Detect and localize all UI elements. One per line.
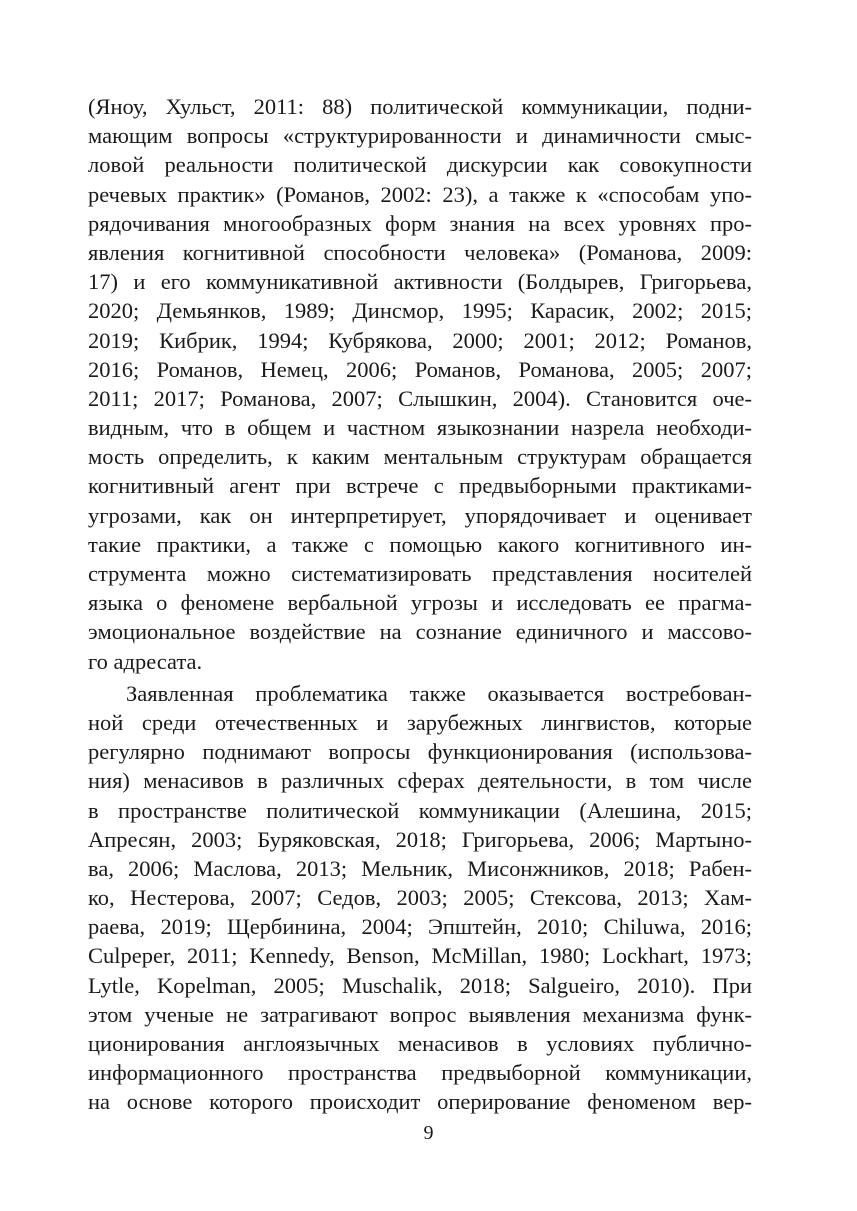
- page-number: 9: [423, 1122, 434, 1144]
- text-line: 2020; Демьянков, 1989; Динсмор, 1995; Карасик, 2002; 2015;: [88, 298, 752, 324]
- text-line: 2019; Кибрик, 1994; Кубрякова, 2000; 2001; 2012; Романов,: [88, 327, 752, 353]
- paragraph: [88, 92, 752, 676]
- text-line: 17) и его коммуникативной активности (Болдырев, Григорьева,: [88, 269, 752, 295]
- text-line: ко, Нестерова, 2007; Седов, 2003; 2005; Стексова, 2013; Хам-: [88, 885, 752, 911]
- text-line: этом ученые не затрагивают вопрос выявления механизма функ-: [88, 1001, 752, 1027]
- text-line: ционирования англоязычных менасивов в условиях публично-: [88, 1031, 752, 1056]
- text-line: такие практики, а также с помощью какого когнитивного ин-: [88, 531, 752, 557]
- body-text: [88, 92, 752, 1117]
- text-line: раева, 2019; Щербинина, 2004; Эпштейн, 2010; Chiluwa, 2016;: [88, 914, 752, 940]
- text-line: рядочивания многообразных форм знания на всех уровнях про-: [88, 210, 752, 236]
- text-line: регулярно поднимают вопросы функционирования (использова-: [88, 739, 752, 765]
- text-line: явления когнитивной способности человека» (Романова, 2009:: [88, 239, 752, 265]
- text-line: информационного пространства предвыборной коммуникации,: [88, 1060, 752, 1086]
- text-line: эмоциональное воздействие на сознание единичного и массово-: [88, 619, 752, 645]
- text-line: го адресата.: [88, 648, 203, 674]
- text-line: угрозами, как он интерпретирует, упорядочивает и оценивает: [88, 502, 752, 528]
- text-line: когнитивный агент при встрече с предвыборными практиками-: [88, 473, 752, 499]
- text-line: Culpeper, 2011; Kennedy, Benson, McMillan, 1980; Lockhart, 1973;: [88, 943, 752, 969]
- text-line: ния) менасивов в различных сферах деятельности, в том числе: [88, 768, 752, 794]
- text-line: (Яноу, Хульст, 2011: 88) политической коммуникации, подни-: [88, 94, 752, 119]
- text-line: мающим вопросы «структурированности и динамичности смыс-: [88, 123, 752, 149]
- text-line: речевых практик» (Романов, 2002: 23), а также к «способам упо-: [88, 181, 752, 207]
- paragraph: [88, 679, 752, 1117]
- text-line: языка о феномене вербальной угрозы и исследовать ее прагма-: [88, 590, 752, 616]
- text-line: струмента можно систематизировать представления носителей: [88, 561, 752, 586]
- text-line: на основе которого происходит оперирование феноменом вер-: [88, 1089, 752, 1115]
- text-line: ва, 2006; Маслова, 2013; Мельник, Мисонжников, 2018; Рабен-: [88, 855, 752, 881]
- text-line: ной среди отечественных и зарубежных лингвистов, которые: [88, 709, 752, 735]
- text-line: 2011; 2017; Романова, 2007; Слышкин, 2004). Становится оче-: [88, 385, 752, 411]
- text-line: в пространстве политической коммуникации (Алешина, 2015;: [88, 797, 752, 823]
- text-line: Заявленная проблематика также оказывается востребован-: [126, 680, 752, 706]
- text-line: Lytle, Kopelman, 2005; Muschalik, 2018; Salgueiro, 2010). При: [88, 972, 752, 998]
- text-line: видным, что в общем и частном языкознании назрела необходи-: [88, 415, 752, 441]
- text-line: Апресян, 2003; Буряковская, 2018; Григорьева, 2006; Мартыно-: [88, 826, 752, 852]
- text-line: мость определить, к каким ментальным структурам обращается: [88, 444, 752, 470]
- text-line: ловой реальности политической дискурсии как совокупности: [88, 152, 752, 178]
- text-line: 2016; Романов, Немец, 2006; Романов, Романова, 2005; 2007;: [88, 356, 752, 382]
